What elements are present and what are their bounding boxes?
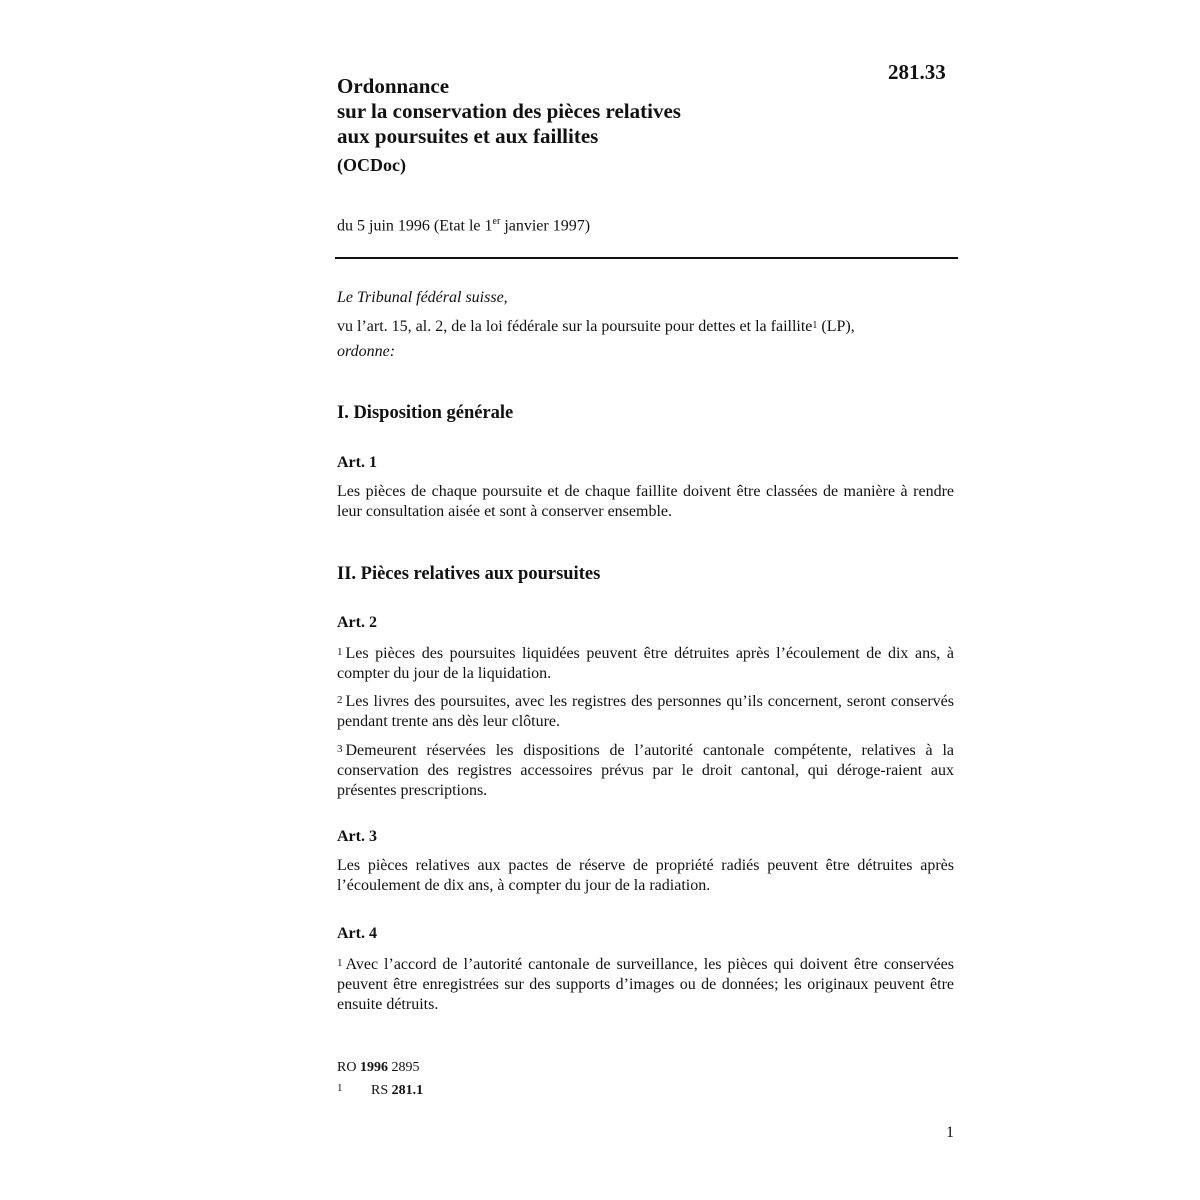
para-text: Avec l’accord de l’autorité cantonale de surveillance, les pièces qui doivent être conservées peuvent être enregistrées sur des supports d’images ou de données; les originaux peuvent être ensuite détruits. — [337, 956, 954, 1013]
para-number: 1 — [337, 646, 343, 658]
para-text: Les livres des poursuites, avec les registres des personnes qu’ils concernent, seront conservés pendant trente ans dès leur clôture. — [337, 693, 954, 730]
section-2-title: II. Pièces relatives aux poursuites — [337, 564, 601, 584]
preamble-basis-text: vu l’art. 15, al. 2, de la loi fédérale sur la poursuite pour dettes et la faillite — [337, 318, 813, 335]
preamble-basis-suffix: (LP), — [817, 318, 855, 335]
art-4-title: Art. 4 — [337, 925, 377, 942]
date-superscript: er — [492, 216, 501, 227]
ro-page: 2895 — [387, 1060, 420, 1075]
art-2-title: Art. 2 — [337, 614, 377, 631]
date-line — [337, 216, 590, 235]
ro-year: 1996 — [359, 1060, 388, 1075]
para-text: Demeurent réservées les dispositions de l’autorité cantonale compétente, relatives à la conservation des registres accessoires prévus par le droit cantonal, qui déroge-raient aux présentes prescriptions. — [337, 742, 954, 799]
art-2-para-1 — [337, 642, 954, 684]
header-rule — [335, 257, 958, 259]
art-2-para-2 — [337, 690, 954, 732]
title-block — [337, 74, 897, 177]
page-number: 1 — [946, 1124, 954, 1141]
para-number: 2 — [337, 694, 343, 706]
art-2-para-3 — [337, 739, 954, 801]
title-line-2: sur la conservation des pièces relatives — [337, 99, 681, 123]
art-4-para-1 — [337, 953, 954, 1015]
footnote-1-number: 1 — [337, 1082, 343, 1094]
footnote-1-ref: 281.1 — [391, 1083, 424, 1098]
art-1-title: Art. 1 — [337, 454, 377, 471]
para-text: Les pièces des poursuites liquidées peuvent être détruites après l’écoulement de dix ans, à compter du jour de la liquidation. — [337, 645, 954, 682]
sr-number: 281.33 — [888, 60, 946, 84]
title-line-1: Ordonnance — [337, 74, 450, 98]
art-3-title: Art. 3 — [337, 828, 377, 845]
preamble-authority: Le Tribunal fédéral suisse, — [337, 289, 508, 306]
ro-prefix: RO — [337, 1060, 360, 1075]
preamble-decree: ordonne: — [337, 343, 396, 360]
art-3-text: Les pièces relatives aux pactes de réserve de propriété radiés peuvent être détruites après l’écoulement de dix ans, à compter du jour de la radiation. — [337, 857, 954, 894]
para-number: 3 — [337, 743, 343, 755]
date-suffix: janvier 1997) — [500, 217, 591, 235]
title-abbreviation: (OCDoc) — [337, 155, 406, 175]
footnote-ref-1: 1 — [812, 320, 818, 331]
preamble-basis — [337, 316, 954, 337]
footnote-1 — [337, 1078, 423, 1101]
footnote-ro — [337, 1058, 419, 1078]
footnote-1-prefix: RS — [371, 1083, 392, 1098]
para-number: 1 — [337, 957, 343, 969]
title-line-3: aux poursuites et aux faillites — [337, 124, 599, 148]
section-1-title: I. Disposition générale — [337, 403, 514, 423]
date-prefix: du 5 juin 1996 (Etat le 1 — [337, 217, 493, 235]
art-1-text: Les pièces de chaque poursuite et de chaque faillite doivent être classées de manière à rendre leur consultation aisée et sont à conserver ensemble. — [337, 483, 954, 520]
